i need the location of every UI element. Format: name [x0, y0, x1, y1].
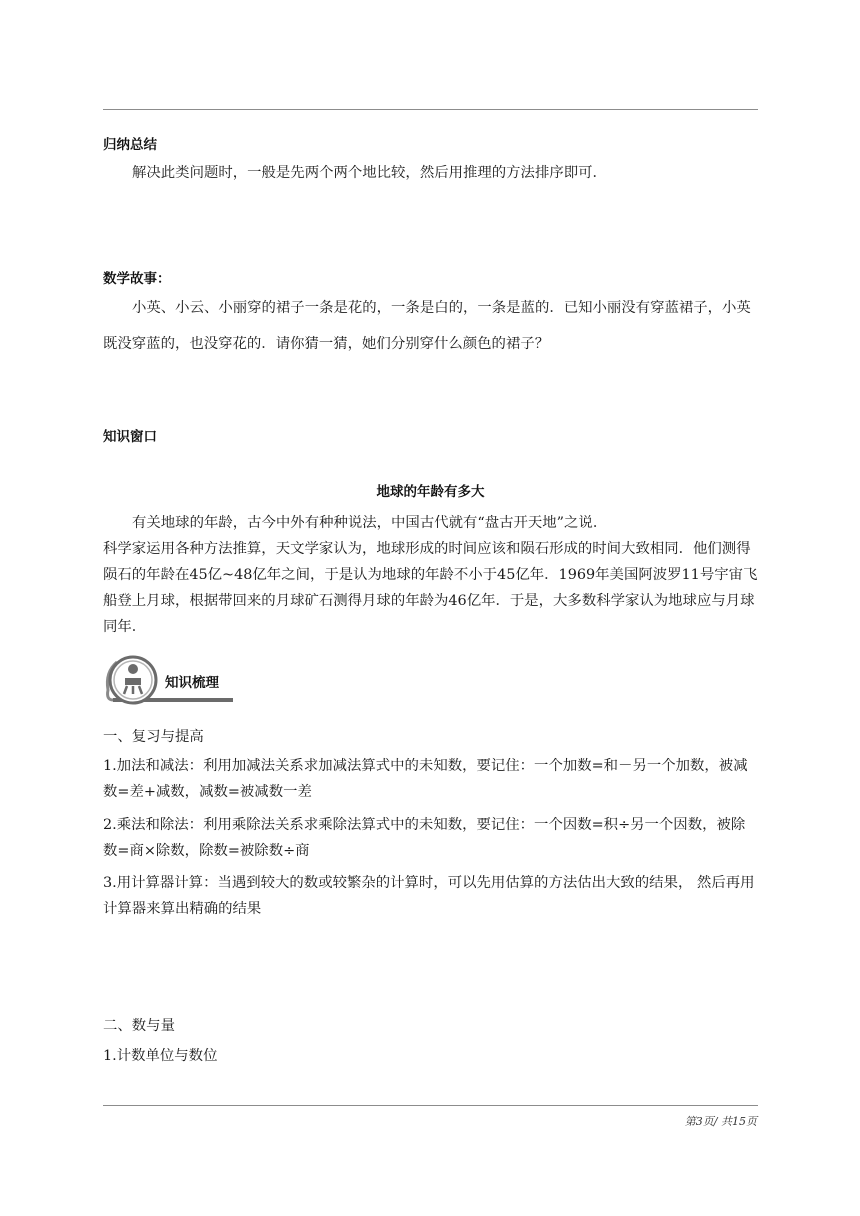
section-badge: [103, 650, 253, 710]
footer-rule: [103, 1105, 758, 1106]
numbers-heading: 二、数与量: [103, 1018, 175, 1034]
review-item-1: 1.加法和减法：利用加减法关系求加减法算式中的未知数，要记住：一个加数=和－另一个加数，被减数=差+减数，减数=被减数一差: [103, 758, 748, 800]
header-rule: [103, 109, 758, 110]
story-text: 小英、小云、小丽穿的裙子一条是花的，一条是白的，一条是蓝的．已知小丽没有穿蓝裙子，小英既没穿蓝的，也没穿花的．请你猜一猜，她们分别穿什么颜色的裙子？: [103, 300, 751, 352]
knowledge-title: 地球的年龄有多大: [376, 484, 485, 500]
summary-text: 解决此类问题时，一般是先两个两个地比较，然后用推理的方法排序即可．: [132, 165, 607, 181]
story-heading: 数学故事：: [103, 271, 171, 287]
numbers-item-1: 1.计数单位与数位: [103, 1048, 218, 1064]
knowledge-heading: 知识窗口: [103, 429, 157, 445]
summary-heading: 归纳总结: [103, 137, 157, 153]
page-number: 第3页/ 共15页: [684, 1115, 757, 1128]
review-item-3: 3.用计算器计算：当遇到较大的数或较繁杂的计算时，可以先用估算的方法估出大致的结果， 然后再用计算器来算出精确的结果: [103, 875, 755, 917]
section-badge-label: 知识梳理: [165, 675, 219, 691]
knowledge-paragraph-1: 有关地球的年龄，古今中外有种种说法，中国古代就有“盘古开天地”之说．: [132, 515, 608, 531]
review-heading: 一、复习与提高: [103, 729, 204, 745]
knowledge-paragraph-2: 科学家运用各种方法推算，天文学家认为，地球形成的时间应该和陨石形成的时间大致相同．他们测得陨石的年龄在45亿~48亿年之间，于是认为地球的年龄不小于45亿年．1969年美国阿波罗11号宇宙飞船登上月球，根据带回来的月球矿石测得月球的年龄为46亿年．于是，大多数科学家认为地球应与月球同年．: [103, 541, 758, 635]
review-item-2: 2.乘法和除法：利用乘除法关系求乘除法算式中的未知数，要记住：一个因数=积÷另一个因数，被除数=商×除数，除数=被除数÷商: [103, 817, 746, 859]
